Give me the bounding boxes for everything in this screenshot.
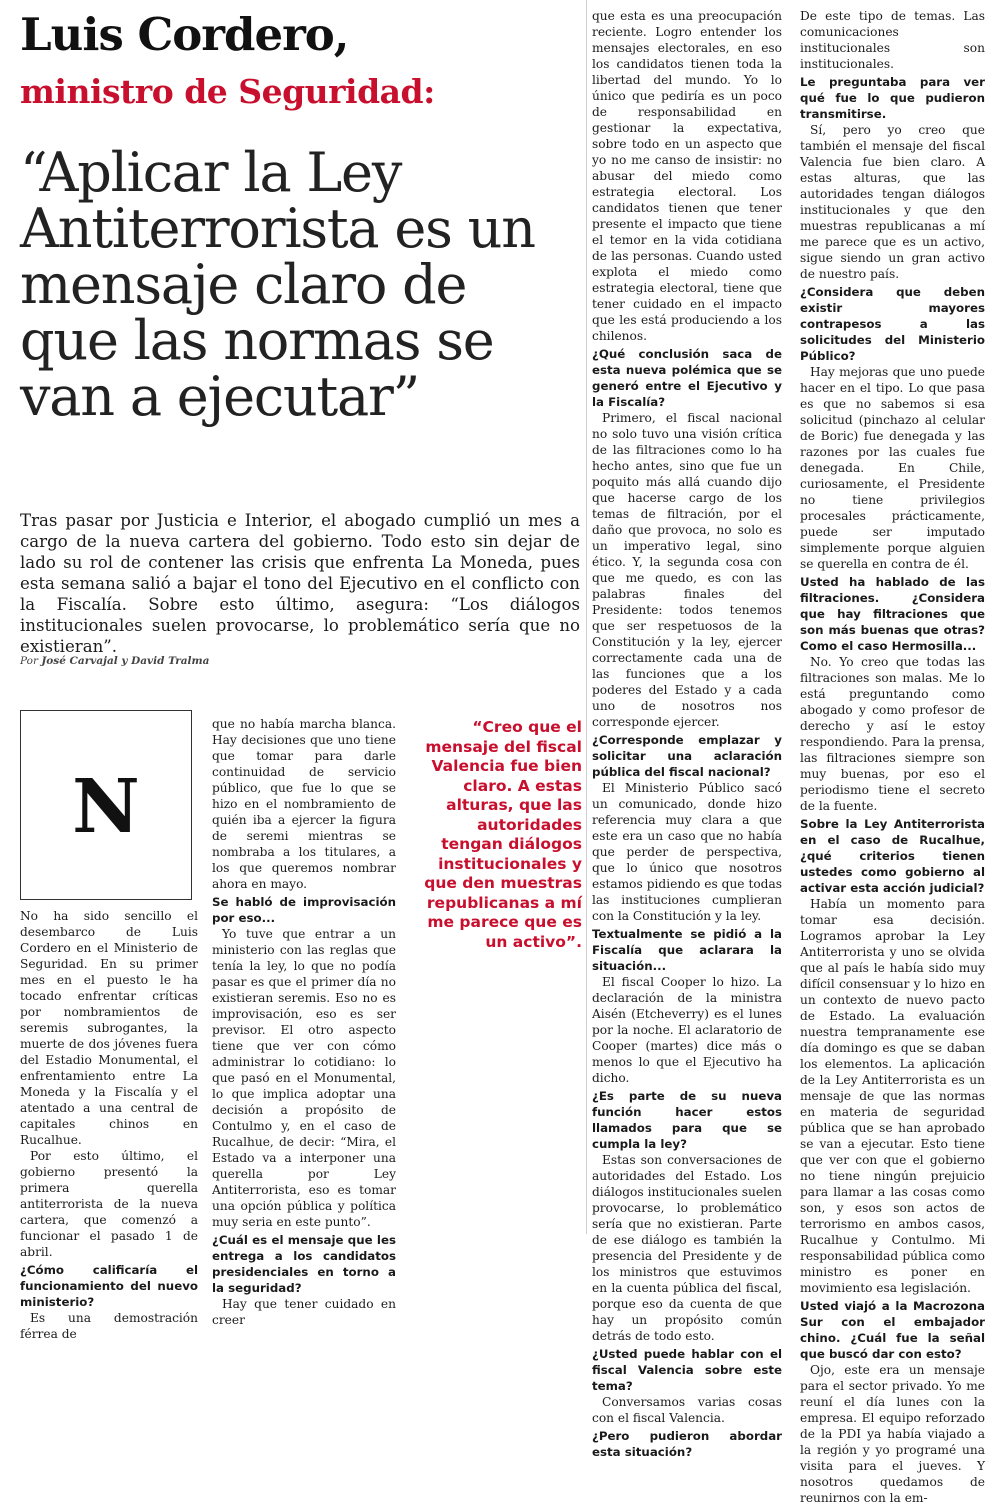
interview-question: ¿Cuál es el mensaje que les entrega a los candidatos presidenciales en torno a la seguridad? <box>212 1233 396 1295</box>
interview-question: Se habló de improvisación por eso... <box>212 895 396 925</box>
interview-question: Le preguntaba para ver qué fue lo que pudieron transmitirse. <box>800 75 985 121</box>
answer-paragraph: que esta es una preocupación reciente. Logro entender los mensajes electorales, en eso los candidatos tienen toda la libertad del mundo. Yo lo único que pediría es un poco de responsabilidad en gestionar la expectativa, sobre todo en un aspecto que yo no me canso de insistir: no abusar del miedo como estrategia electoral. Los candidatos tienen que tener presente el impacto que tiene el temor en la vida cotidiana de las personas. Cuando usted explota el miedo como estrategia electoral, tiene que tener cuidado en el impacto que les está produciendo a los chilenos. <box>592 9 782 343</box>
byline-authors: José Carvajal y David Tralma <box>41 655 210 667</box>
byline-prefix: Por <box>20 655 38 667</box>
lead-paragraph: Tras pasar por Justicia e Interior, el abogado cumplió un mes a cargo de la nueva cartera del gobierno. Todo esto sin dejar de lado su rol de contener las crisis que enfrenta La Moneda, pues esta semana salió a bajar el tono del Ejecutivo en el conflicto con la Fiscalía. Sobre esto último, asegura: “Los diálogos institucionales suelen provocarse, lo problemático sería que no existieran”. <box>20 511 580 656</box>
pull-quote: “Creo que el mensaje del fiscal Valencia fue bien claro. A estas alturas, que las autoridades tengan diálogos institucionales y que den muestras republicanas a mí me parece que es un activo”. <box>424 718 582 951</box>
answer-paragraph: Había un momento para tomar esa decisión. Logramos aprobar la Ley Antiterrorista y uno se olvida que al país le había sido muy difícil consensuar y lo hizo en un contexto de nuevo pacto de Estado. La evaluación nuestra tempranamente ese día domingo es que se daban los elementos. La aplicación de la Ley Antiterrorista es un mensaje de que las normas en materia de seguridad pública que se han aprobado se van a ejecutar. Esto tiene que ver con que el gobierno no tiene ningún prejuicio para llamar a las cosas como son, y esos son actos de terrorismo en ambos casos, Rucalhue y Contulmo. Mi responsabilidad pública como ministro es poner en movimiento esa legislación. <box>800 897 985 1295</box>
answer-paragraph: que no había marcha blanca. Hay decisiones que uno tiene que tomar para darle continuidad de servicio público, que fue lo que se hizo en el nombramiento de quién iba a ejercer la figura de seremi mientras se nombraba a los titulares, a los que queremos nombrar ahora en mayo. <box>212 717 396 891</box>
dropcap-box <box>20 710 192 900</box>
answer-paragraph: De este tipo de temas. Las comunicaciones institucionales son institucionales. <box>800 9 985 71</box>
interview-question: ¿Corresponde emplazar y solicitar una aclaración pública del fiscal nacional? <box>592 733 782 779</box>
answer-paragraph: Primero, el fiscal nacional no solo tuvo una visión crítica de las filtraciones como lo ha hecho antes, sino que fue un poquito más allá cuando dijo que hacerse cargo de los temas de filtración, por el daño que provoca, no solo es un imperativo legal, sino ético. Y, la segunda cosa con que me quedo, es con las palabras finales del Presidente: todos tenemos que ser respetuosos de la Constitución y la ley, ejercer correctamente cada una de las funciones que a los poderes del Estado y a cada uno de nosotros nos corresponde ejercer. <box>592 411 782 729</box>
answer-paragraph: El Ministerio Público sacó un comunicado, donde hizo referencia muy clara a que este era un caso que no había que perder de perspectiva, que lo único que nosotros estamos pidiendo es que todas las instituciones cumplieran con la Constitución y la ley. <box>592 781 782 923</box>
answer-paragraph: Hay que tener cuidado en creer <box>212 1297 396 1327</box>
interview-question: Usted ha hablado de las filtraciones. ¿Considera que hay filtraciones que son más buenas que otras? Como el caso Hermosilla... <box>800 575 985 653</box>
answer-paragraph: No ha sido sencillo el desembarco de Luis Cordero en el Ministerio de Seguridad. En su primer mes en el puesto le ha tocado enfrentar críticas por nombramientos de seremis subrogantes, la muerte de dos jóvenes fuera del Estadio Monumental, el enfrentamiento entre La Moneda y la Fiscalía y el atentado a una central de capitales chinos en Rucalhue. <box>20 909 198 1147</box>
answer-paragraph: El fiscal Cooper lo hizo. La declaración de la ministra Aisén (Etcheverry) es el lunes por la noche. El aclaratorio de Cooper (martes) dice más o menos lo que el Ejecutivo ha dicho. <box>592 975 782 1085</box>
headline-line: mensaje claro de <box>20 253 467 316</box>
dropcap-letter: N <box>72 764 140 850</box>
interview-question: ¿Qué conclusión saca de esta nueva polémica que se generó entre el Ejecutivo y la Fiscalía? <box>592 347 782 409</box>
interview-question: ¿Pero pudieron abordar esta situación? <box>592 1429 782 1459</box>
interview-question: Sobre la Ley Antiterrorista en el caso de Rucalhue, ¿qué criterios tienen ustedes como gobierno al activar esta acción judicial? <box>800 817 985 895</box>
interview-question: Usted viajó a la Macrozona Sur con el embajador chino. ¿Cuál fue la señal que buscó dar con esto? <box>800 1299 985 1361</box>
headline <box>20 141 590 428</box>
headline-line: Antiterrorista es un <box>20 197 535 260</box>
interview-question: ¿Considera que deben existir mayores contrapesos a las solicitudes del Ministerio Público? <box>800 285 985 363</box>
article-column-4 <box>800 8 985 1506</box>
article-column-3 <box>592 8 782 1460</box>
headline-line: “Aplicar la Ley <box>20 141 402 204</box>
answer-paragraph: Ojo, este era un mensaje para el sector privado. Yo me reuní el día lunes con la empresa. El equipo reforzado de la PDI ya había viajado a la región y yo programé una visita para el jueves. Y nosotros quedamos de reunirnos con la em- <box>800 1363 985 1505</box>
interview-question: ¿Usted puede hablar con el fiscal Valencia sobre este tema? <box>592 1347 782 1393</box>
interview-question: ¿Cómo calificaría el funcionamiento del nuevo ministerio? <box>20 1263 198 1309</box>
answer-paragraph: Por esto último, el gobierno presentó la primera querella antiterrorista de la nueva cartera, que comenzó a funcionar el pasado 1 de abril. <box>20 1149 198 1259</box>
article-column-2 <box>212 716 396 1328</box>
interviewee-role: ministro de Seguridad: <box>20 72 435 111</box>
answer-paragraph: Estas son conversaciones de autoridades del Estado. Los diálogos institucionales suelen provocarse, lo problemático sería que no existieran. Parte de ese diálogo es también la presencia del Presidente y de los ministros que estuvimos en la cuenta pública del fiscal, porque eso da cuenta de que hay un propósito común detrás de todo esto. <box>592 1153 782 1343</box>
answer-paragraph: Sí, pero yo creo que también el mensaje del fiscal Valencia fue bien claro. A estas alturas, que las autoridades tengan diálogos institucionales y que den muestras republicanas a mí me parece que es un activo, sigue siendo un gran activo de nuestro país. <box>800 123 985 281</box>
headline-line: que las normas se <box>20 309 494 372</box>
interview-question: ¿Es parte de su nueva función hacer estos llamados para que se cumpla la ley? <box>592 1089 782 1151</box>
interviewee-name: Luis Cordero, <box>20 8 349 61</box>
headline-line: van a ejecutar” <box>20 365 419 428</box>
answer-paragraph: Hay mejoras que uno puede hacer en el tipo. Lo que pasa es que no sabemos si esa solicitud (pinchazo al celular de Boric) fue denegada y las razones por las cuales fue denegada. En Chile, curiosamente, el Presidente no tiene privilegios procesales prácticamente, puede ser imputado simplemente porque alguien se querella en contra de él. <box>800 365 985 571</box>
article-column-1 <box>20 908 198 1342</box>
byline <box>20 655 209 667</box>
interview-question: Textualmente se pidió a la Fiscalía que aclarara la situación... <box>592 927 782 973</box>
answer-paragraph: Conversamos varias cosas con el fiscal Valencia. <box>592 1395 782 1425</box>
answer-paragraph: Yo tuve que entrar a un ministerio con las reglas que tenía la ley, lo que no podía pasar es que el primer día no existieran seremis. Eso no es improvisación, eso es ser previsor. El otro aspecto tiene que ver con cómo administrar lo cotidiano: lo que pasó en el Monumental, lo que implica adoptar una decisión a propósito de Contulmo y, en el caso de Rucalhue, de decir: “Mira, el Estado va a interponer una querella por Ley Antiterrorista, eso es tomar una opción pública y política muy seria en este punto”. <box>212 927 396 1229</box>
answer-paragraph: No. Yo creo que todas las filtraciones son malas. Me lo está preguntando como abogado y como profesor de derecho y así le estoy respondiendo. Para la prensa, las filtraciones siempre son muy buenas, por eso el periodismo tiene el secreto de la fuente. <box>800 655 985 813</box>
answer-paragraph: Es una demostración férrea de <box>20 1311 198 1341</box>
